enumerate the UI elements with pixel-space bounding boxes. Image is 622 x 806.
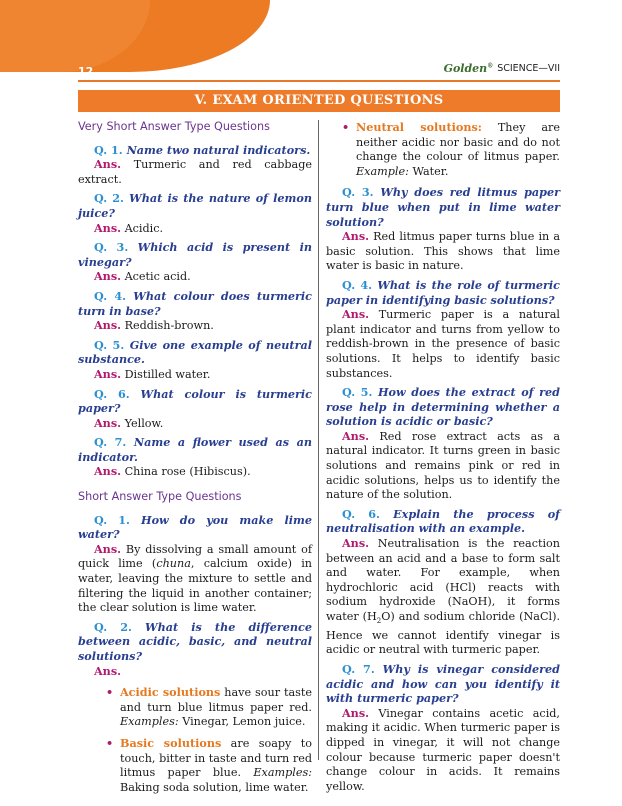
question: Q. 3. Which acid is present in vinegar? [78, 240, 312, 269]
question: Q. 6. What colour is turmeric paper? [78, 386, 312, 416]
answer: Ans. Red rose extract acts as a natural indicator. It turns green in basic solutions and remains pink or red in acidic solutions, helps us to identify the nature of the solution. [326, 428, 560, 502]
answer: Ans. China rose (Hibiscus). [94, 464, 251, 479]
answer: Ans. Distilled water. [94, 366, 211, 381]
question: Q. 5. Give one example of neutral substance. [78, 337, 312, 367]
page-number: 12 [78, 65, 94, 78]
list-item: • Neutral solutions: They are neither acidic nor basic and do not change the colour of litmus paper. Example: Water. [342, 120, 560, 178]
right-column [326, 120, 560, 798]
answer: Ans. Acidic. [94, 220, 164, 235]
answer-label: Ans. [94, 663, 122, 678]
answer: Ans. Neutralisation is the reaction between an acid and a base to form salt and water. For example, when hydrochloric acid (HCl) reacts with sodium hydroxide (NaOH), it forms water $(H_2O)$ and sodium chloride (NaCl). Hence we cannot identify vinegar is acidic or neutral with turmeric paper. [326, 536, 561, 657]
question: Q. 2. What is the nature of lemon juice? [78, 191, 312, 220]
question: Q. 2. What is the difference between acidic, basic, and neutral solutions? [78, 619, 312, 663]
answer: Ans. Vinegar contains acetic acid, making it acidic. When turmeric paper is dipped in vinegar, it will not change colour because turmeric paper doesn't change colour in acids. It remains yellow. [326, 705, 560, 793]
question: Q. 1. How do you make lime water? [78, 512, 312, 542]
list-item: • Basic solutions are soapy to touch, bitter in taste and turn red litmus paper blue. Examples: Baking soda solution, lime water. [106, 735, 312, 794]
question: Q. 1. Name two natural indicators. [94, 142, 311, 157]
answer: Ans. By dissolving a small amount of quick lime (chuna, calcium oxide) in water, leaving the mixture to settle and filtering the liquid in another container; the clear solution is lime water. [78, 541, 313, 615]
answer: Ans. Red litmus paper turns blue in a basic solution. This shows that lime water is basic in nature. [326, 229, 560, 273]
section-title: V. EXAM ORIENTED QUESTIONS [78, 90, 560, 112]
answer: Ans. Turmeric and red cabbage extract. [78, 157, 312, 186]
publisher-logo: Golden® [443, 62, 494, 75]
question: Q. 6. Explain the process of neutralisation with an example. [326, 506, 560, 536]
left-column [78, 120, 312, 801]
answer: Ans. Turmeric paper is a natural plant indicator and turns from yellow to reddish-brown in the presence of basic solutions. It helps to identify basic substances. [326, 307, 560, 380]
running-header [444, 62, 560, 75]
answer: Ans. Acetic acid. [94, 269, 191, 284]
question: Q. 4. What colour does turmeric turn in base? [78, 288, 312, 318]
question: Q. 7. Why is vinegar considered acidic and how can you identify it with turmeric paper? [326, 662, 560, 706]
answer: Ans. Reddish-brown. [94, 318, 214, 333]
list-item: • Acidic solutions have sour taste and turn blue litmus paper red. Examples: Vinegar, Lemon juice. [106, 685, 313, 729]
question: Q. 7. Name a flower used as an indicator. [78, 435, 312, 464]
short-heading: Short Answer Type Questions [78, 490, 242, 504]
very-short-heading: Very Short Answer Type Questions [78, 120, 270, 133]
question: Q. 4. What is the role of turmeric paper in identifying basic solutions? [326, 277, 560, 307]
question: Q. 5. How does the extract of red rose help in determining whether a solution is acidic or basic? [326, 385, 560, 429]
column-divider [318, 120, 319, 760]
header-rule [78, 80, 560, 82]
question: Q. 3. Why does red litmus paper turn blue when put in lime water solution? [326, 185, 560, 229]
answer: Ans. Yellow. [94, 415, 164, 430]
subject-label: SCIENCE—VII [497, 63, 560, 74]
